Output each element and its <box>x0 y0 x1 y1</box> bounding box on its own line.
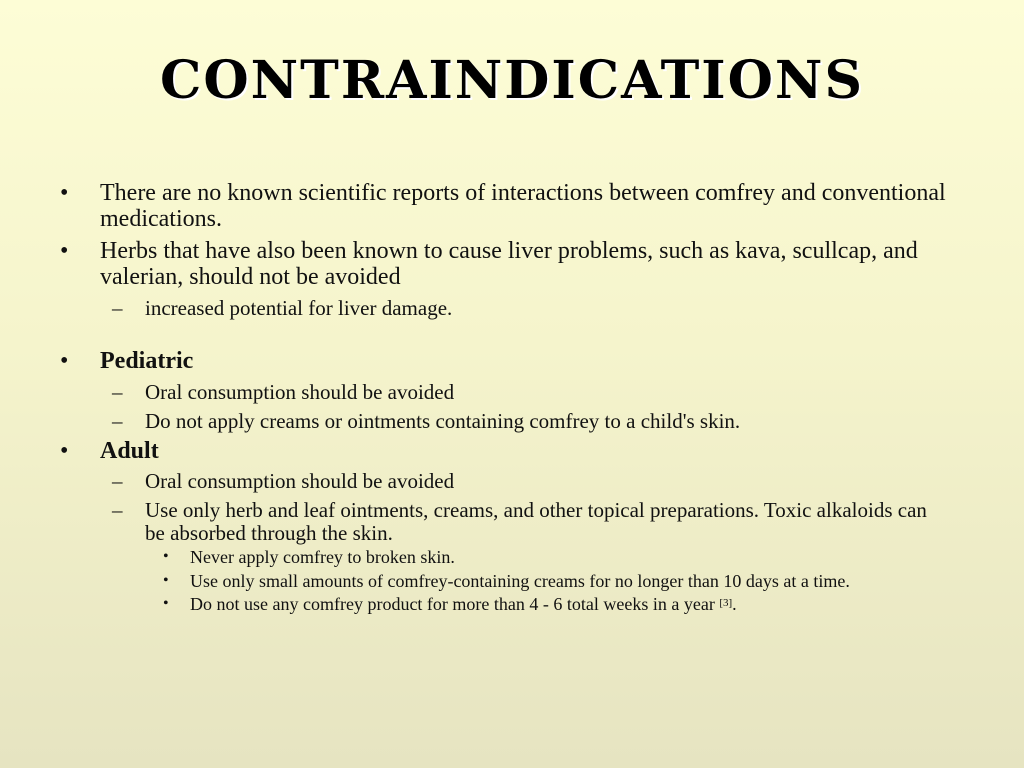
sub-sub-bullet-item <box>60 595 950 614</box>
bullet-item <box>60 239 950 291</box>
bullet-text: Herbs that have also been known to cause liver problems, such as kava, scullcap, and valerian, should not be avoided <box>100 237 918 290</box>
sub-bullet-text: Do not apply creams or ointments containing comfrey to a child's skin. <box>145 408 741 433</box>
sub-sub-bullet-text: Never apply comfrey to broken skin. <box>190 547 455 568</box>
bullet-text: There are no known scientific reports of interactions between comfrey and conventional medications. <box>100 180 946 232</box>
sub-bullet-text: Oral consumption should be avoided <box>145 380 455 405</box>
bullet-marker: • <box>60 237 69 264</box>
dash-marker: – <box>112 380 123 405</box>
section-heading-text: Adult <box>100 437 159 464</box>
sub-bullet-item <box>60 381 950 404</box>
bullet-marker: • <box>60 348 69 375</box>
sub-bullet-text: Use only herb and leaf ointments, creams, and other topical preparations. Toxic alkaloids can be absorbed through the skin. <box>145 498 927 545</box>
sub-bullet-text: increased potential for liver damage. <box>145 295 453 320</box>
slide-title: CONTRAINDICATIONS <box>159 50 865 111</box>
dash-marker: – <box>112 469 123 494</box>
bullet-marker: • <box>163 548 169 566</box>
reference-marker: [3] <box>719 597 733 610</box>
sub-sub-bullet-item <box>60 548 950 567</box>
bullet-marker: • <box>163 595 169 613</box>
sentence-end: . <box>732 594 737 615</box>
sub-bullet-text: Oral consumption should be avoided <box>145 469 455 494</box>
section-heading-text: Pediatric <box>100 348 194 375</box>
bullet-marker: • <box>60 437 69 464</box>
sub-bullet-item <box>60 297 950 320</box>
sub-bullet-item <box>60 470 950 493</box>
sub-sub-bullet-text: Do not use any comfrey product for more than 4 - 6 total weeks in a year <box>190 594 720 615</box>
bullet-marker: • <box>60 180 69 206</box>
sub-bullet-item <box>60 410 950 433</box>
section-heading-adult <box>60 439 950 465</box>
bullet-list <box>60 181 950 615</box>
bullet-marker: • <box>163 571 169 589</box>
bullet-item <box>60 181 950 233</box>
sub-sub-bullet-item <box>60 572 950 591</box>
dash-marker: – <box>112 498 123 523</box>
section-heading-pediatric <box>60 349 950 375</box>
dash-marker: – <box>112 295 123 320</box>
sub-sub-bullet-text: Use only small amounts of comfrey-containing creams for no longer than 10 days at a time. <box>190 570 850 591</box>
sub-bullet-item <box>60 499 950 544</box>
dash-marker: – <box>112 408 123 433</box>
